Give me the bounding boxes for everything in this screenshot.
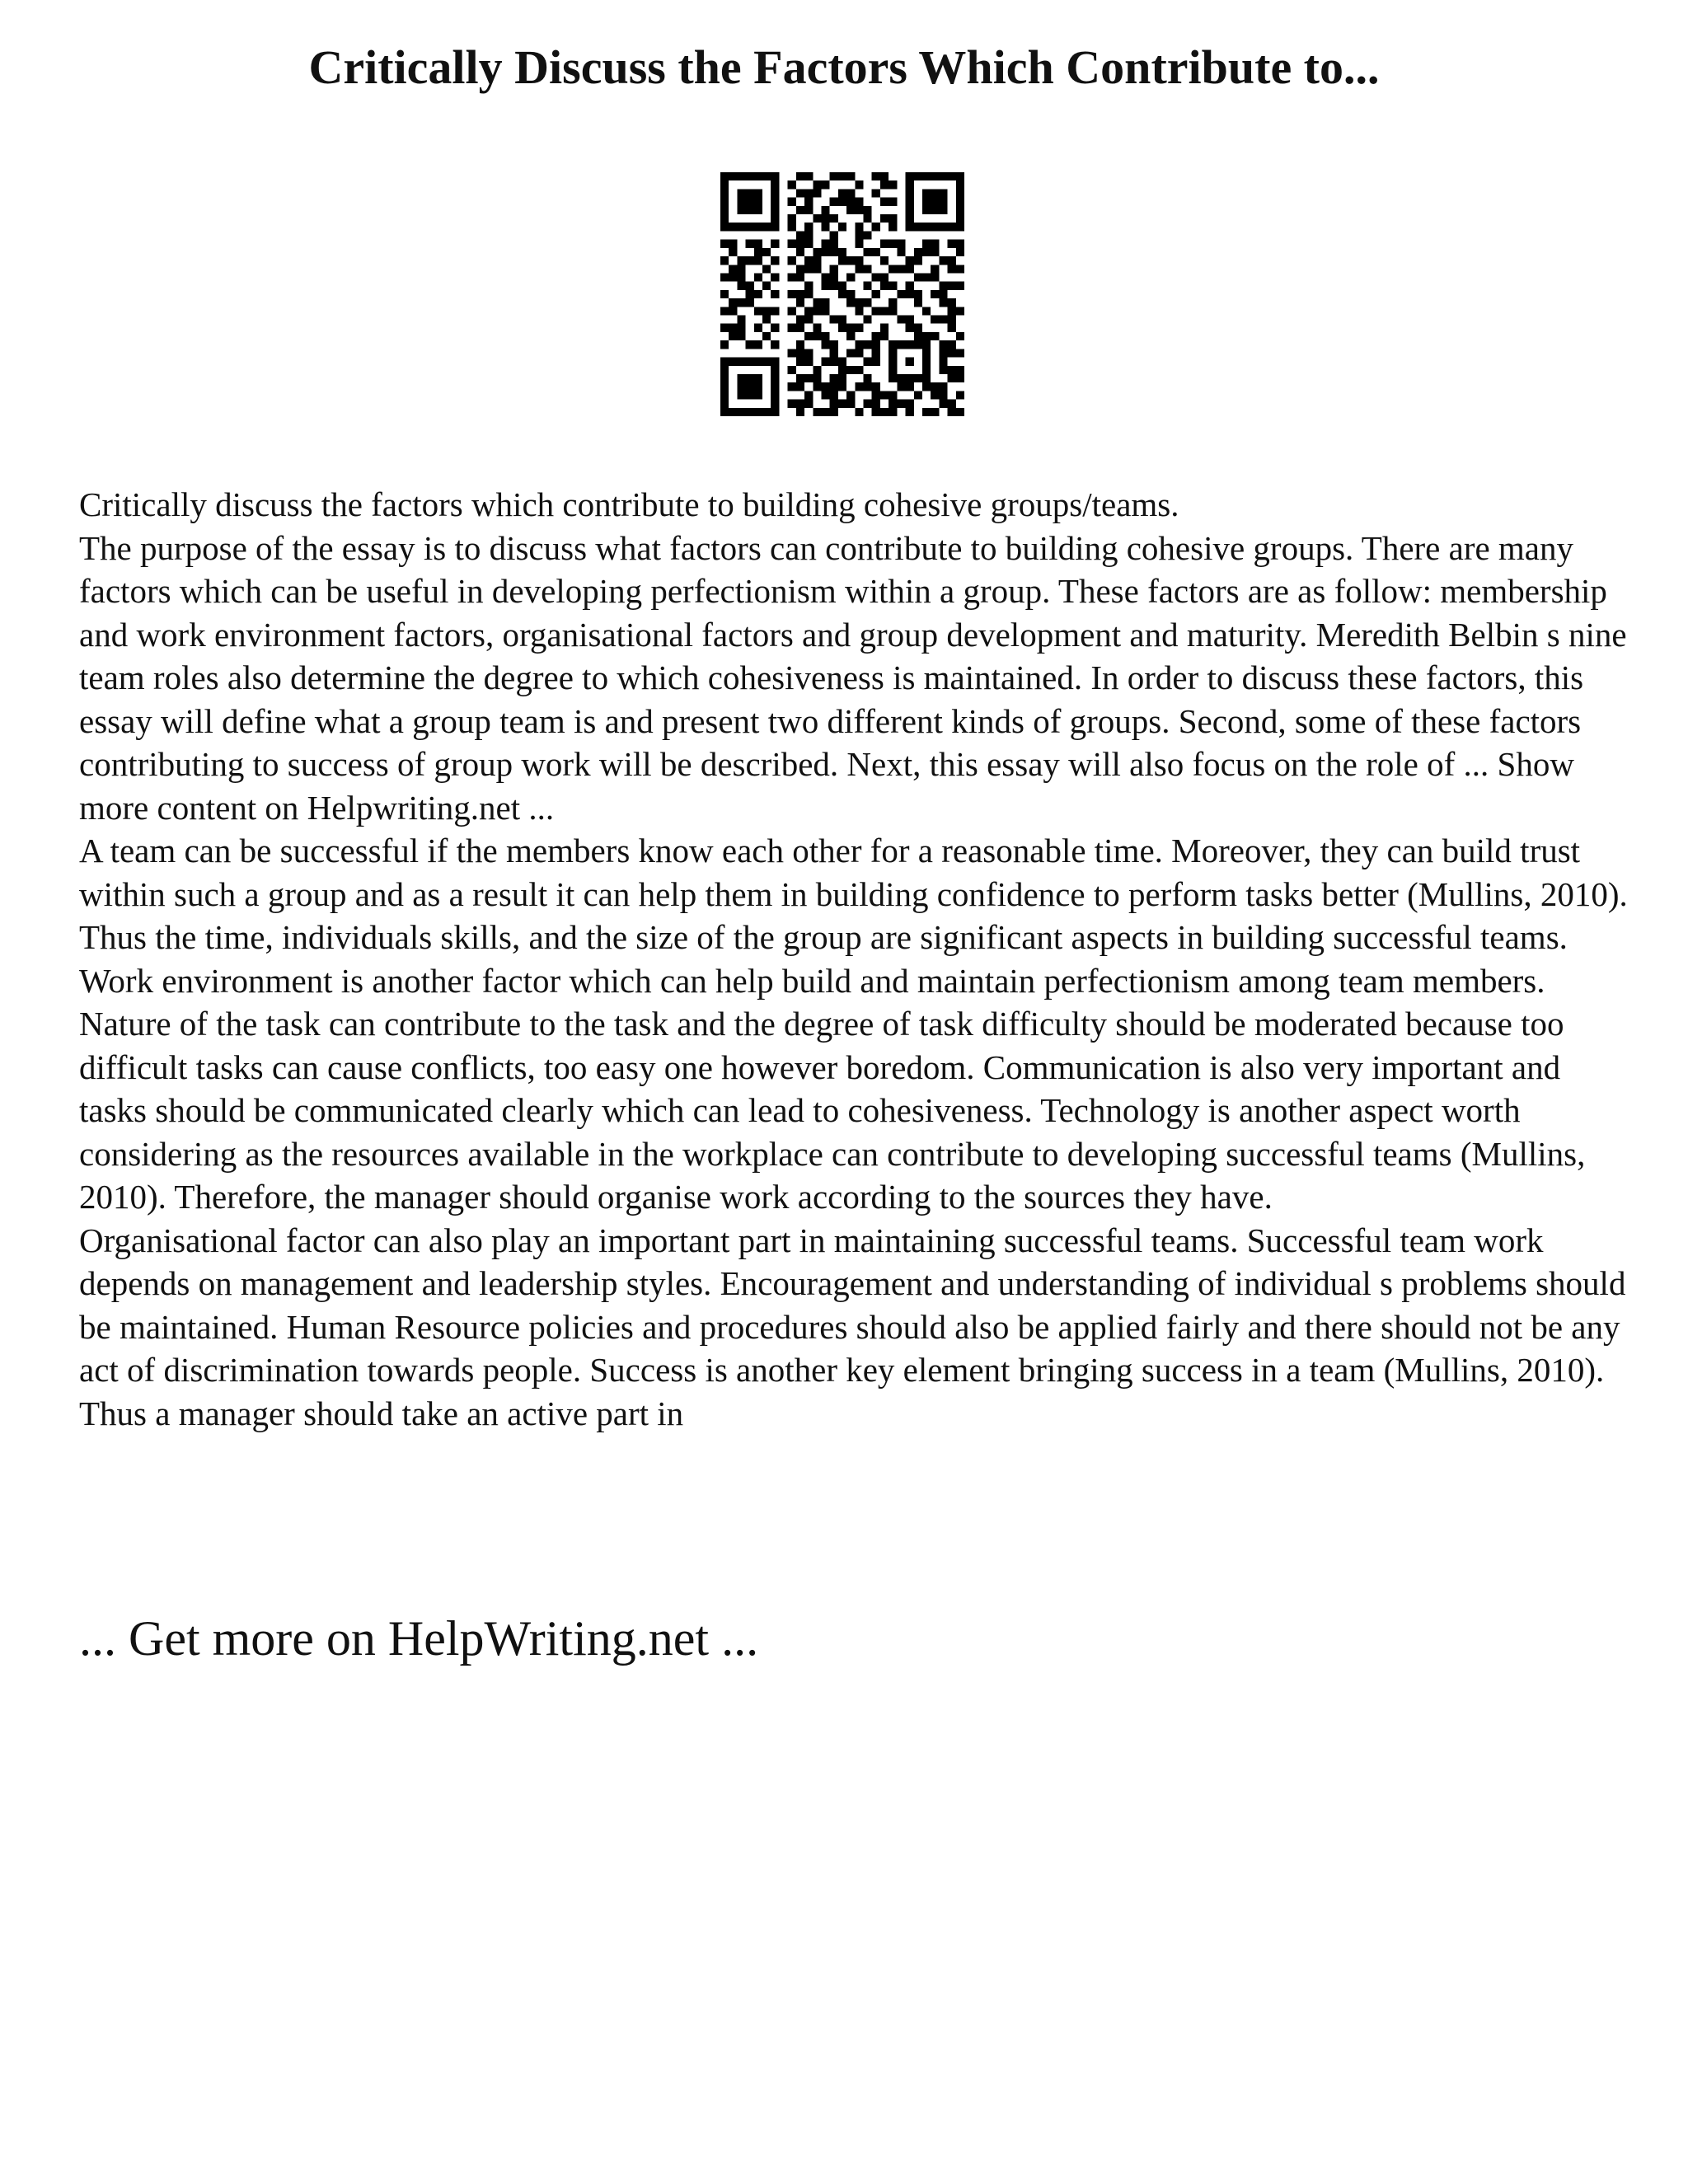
essay-paragraph: Organisational factor can also play an important part in maintaining successful teams. Successful team work depends on management and leadership styles. Encouragement and understanding of individual s problems should be maintained. Human Resource policies and procedures should also be applied fairly and there should not be any act of discrimination towards people. Success is another key element bringing success in a team (Mullins, 2010). Thus a manager should take an active part in [79,1221,1626,1432]
essay-paragraph: Work environment is another factor which can help build and maintain perfectionism among team members. Nature of the task can contribute to the task and the degree of task difficulty should be moderated because too difficult tasks can cause conflicts, too easy one however boredom. Communication is also very important and tasks should be communicated clearly which can lead to cohesiveness. Technology is another aspect worth considering as the resources available in the workplace can contribute to developing successful teams (Mullins, 2010). Therefore, the manager should organise work according to the sources they have. [79,961,1586,1216]
essay-paragraph: The purpose of the essay is to discuss what factors can contribute to building cohesive groups. There are many factors which can be useful in developing perfectionism within a group. These factors are as follow: membership and work environment factors, organisational factors and group development and maturity. Meredith Belbin s nine team roles also determine the degree to which cohesiveness is maintained. In order to discuss these factors, this essay will define what a group team is and present two different kinds of groups. Second, some of these factors contributing to success of group work will be described. Next, this essay will also focus on the role of ... Show more content on Helpwriting.net ... [79,528,1627,827]
essay-body [79,483,1629,1435]
get-more-link[interactable]: ... Get more on HelpWriting.net ... [79,1611,759,1666]
essay-paragraph: A team can be successful if the members know each other for a reasonable time. Moreover, they can build trust within such a group and as a result it can help them in building confidence to perform tasks better (Mullins, 2010). Thus the time, individuals skills, and the size of the group are significant aspects in building successful teams. [79,832,1628,956]
page-title: Critically Discuss the Factors Which Contribute to... [308,40,1380,94]
qr-code-icon [720,172,964,416]
essay-paragraph: Critically discuss the factors which contribute to building cohesive groups/teams. [79,485,1179,523]
